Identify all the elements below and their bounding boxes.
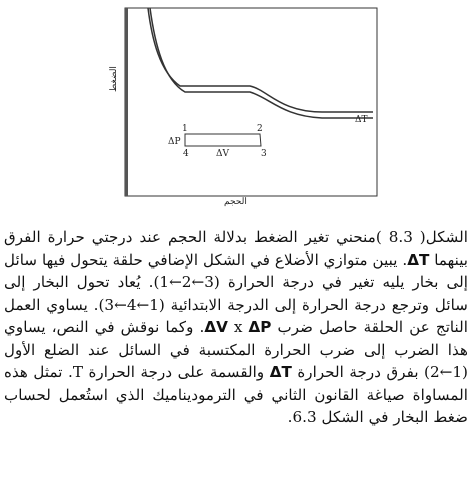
cycle-parallelogram [185, 134, 261, 146]
caption-text-4: والقسمة على درجة الحرارة T. تمثل هذه المساواة صياغة القانون الثاني في الترموديناميك الذي استُعمل لحساب ضغط البخار في الشكل 6.3. [4, 363, 468, 426]
delta-t-symbol-2: ΔT [269, 363, 292, 381]
cycle-corner-3: 3 [261, 149, 267, 159]
pv-diagram [110, 0, 380, 210]
delta-v-symbol: ΔV [204, 318, 228, 336]
cycle-corner-1: 1 [182, 124, 188, 134]
caption-text-2: . يبين متوازي الأضلاع في الشكل الإضافي حلقة يتحول فيها سائل إلى بخار يليه تغير في درجة الحرارة (3←2←1). يُعاد تحول البخار إلى سائل وترجع درجة الحرارة إلى الدرجة الابتدائية (1←4←3). يساوي العمل الناتج عن الحلقة حاصل ضرب [4, 250, 468, 336]
delta-p-symbol: ΔP [248, 318, 272, 336]
cycle-corner-4: 4 [183, 149, 189, 159]
delta-v-label: ΔV [216, 149, 229, 159]
figure-caption [4, 226, 468, 429]
isotherm-curve-low [150, 8, 373, 118]
delta-t-symbol: ΔT [407, 250, 430, 269]
times-symbol: x [227, 318, 249, 336]
y-axis [125, 8, 128, 196]
caption-paragraph [4, 226, 468, 429]
curve-label: ΔT [355, 115, 368, 125]
x-axis-label: الحجم [224, 197, 247, 207]
cycle-corner-2: 2 [257, 124, 263, 134]
caption-text-3: . وكما نوقش في النص، يساوي هذا الضرب إلى ضرب الحرارة المكتسبة في السائل عند الضلع الأول (1←2) بفرق درجة الحرارة [4, 318, 468, 381]
plot-frame [125, 8, 377, 196]
delta-p-label: ΔP [168, 137, 181, 147]
caption-text-1: منحني تغير الضغط بدلالة الحجم عند درجتي حرارة الفرق بينهما [4, 228, 468, 269]
figure-number: الشكل( 8.3 ) [375, 228, 468, 246]
pv-diagram-graphic [110, 0, 380, 210]
y-axis-label: الضغط [109, 66, 119, 92]
